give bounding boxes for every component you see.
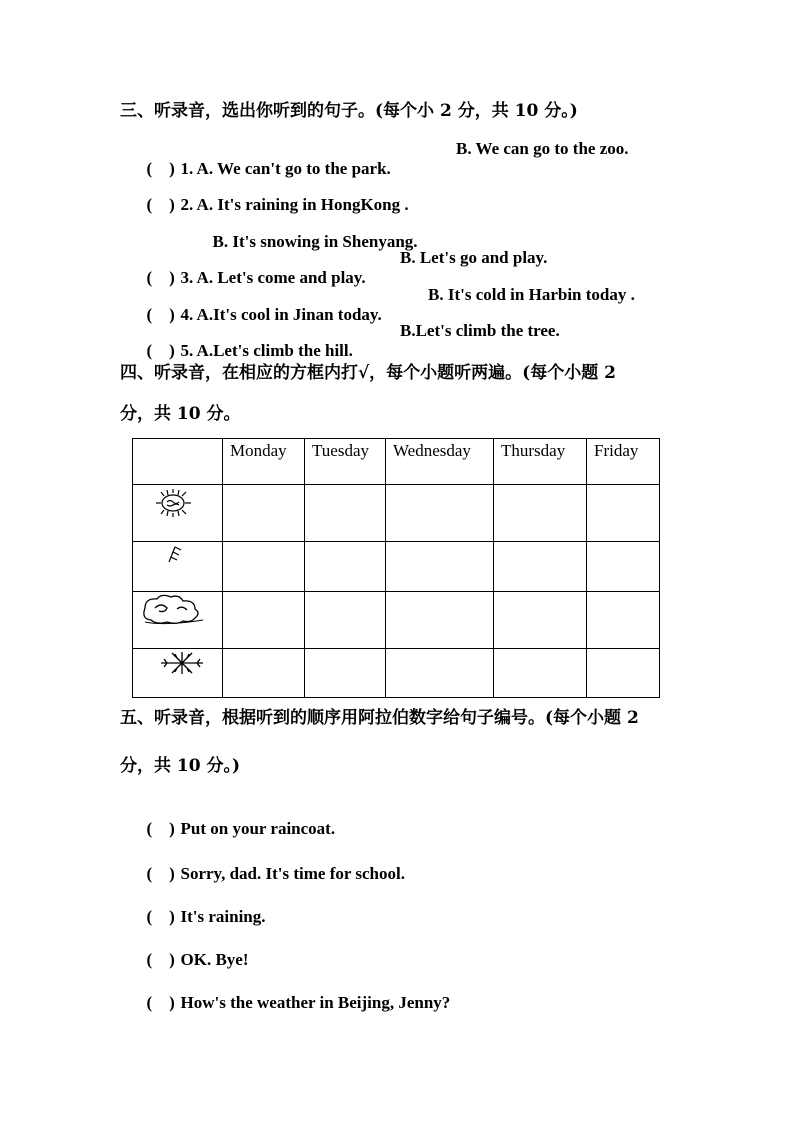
answer-cell[interactable]: [494, 542, 587, 592]
option-a: 5. A.Let's climb the hill.: [180, 341, 353, 360]
sentence: Put on your raincoat.: [180, 819, 336, 838]
cloudy-icon: [133, 592, 223, 649]
answer-cell[interactable]: [223, 592, 305, 649]
list-item: [138, 930, 249, 970]
answer-cell[interactable]: [305, 649, 386, 698]
answer-cell[interactable]: [587, 592, 660, 649]
column-header: Thursday: [494, 439, 587, 485]
answer-cell[interactable]: [494, 649, 587, 698]
column-header: Tuesday: [305, 439, 386, 485]
answer-cell[interactable]: [305, 542, 386, 592]
answer-cell[interactable]: [494, 592, 587, 649]
answer-blank[interactable]: ( ): [146, 819, 175, 838]
column-header: Wednesday: [386, 439, 494, 485]
answer-cell[interactable]: [223, 649, 305, 698]
section4-heading-line2: 分，共 10 分。: [120, 404, 241, 424]
question-2-option-b: [204, 212, 418, 252]
list-item: [138, 844, 405, 884]
list-item: [138, 887, 266, 927]
table-header-row: [133, 439, 660, 485]
table-row: [133, 485, 660, 542]
weather-table: [132, 438, 660, 698]
table-row: [133, 542, 660, 592]
section3-heading: 三、听录音，选出你听到的句子。(每个小 2 分，共 10 分。): [120, 101, 578, 121]
answer-cell[interactable]: [386, 542, 494, 592]
answer-blank[interactable]: ( ): [146, 305, 175, 324]
answer-cell[interactable]: [386, 592, 494, 649]
option-a: 4. A.It's cool in Jinan today.: [180, 305, 382, 324]
question-2: [138, 175, 409, 215]
option-b: B. We can go to the zoo.: [456, 139, 629, 158]
option-b: B. It's snowing in Shenyang.: [212, 232, 418, 251]
answer-cell[interactable]: [494, 485, 587, 542]
column-header: Monday: [223, 439, 305, 485]
answer-blank[interactable]: ( ): [146, 864, 175, 883]
answer-blank[interactable]: ( ): [146, 993, 175, 1012]
answer-cell[interactable]: [587, 542, 660, 592]
table-row: [133, 649, 660, 698]
section4-heading-line1: 四、听录音，在相应的方框内打√，每个小题听两遍。(每个小题 2: [120, 363, 616, 383]
sentence: OK. Bye!: [180, 950, 249, 969]
option-b: B. It's cold in Harbin today .: [428, 285, 635, 304]
answer-cell[interactable]: [305, 592, 386, 649]
sentence: Sorry, dad. It's time for school.: [180, 864, 405, 883]
answer-cell[interactable]: [386, 485, 494, 542]
answer-cell[interactable]: [305, 485, 386, 542]
corner-cell: [133, 439, 223, 485]
answer-blank[interactable]: ( ): [146, 195, 175, 214]
list-item: [138, 799, 335, 839]
answer-blank[interactable]: ( ): [146, 268, 175, 287]
column-header: Friday: [587, 439, 660, 485]
option-a: 2. A. It's raining in HongKong .: [180, 195, 409, 214]
answer-blank[interactable]: ( ): [146, 159, 175, 178]
option-a: 1. A. We can't go to the park.: [180, 159, 391, 178]
section5-heading-line2: 分，共 10 分。): [120, 756, 241, 776]
answer-cell[interactable]: [587, 649, 660, 698]
windy-icon: [133, 542, 223, 592]
option-a: 3. A. Let's come and play.: [180, 268, 366, 287]
answer-blank[interactable]: ( ): [146, 341, 175, 360]
sunny-icon: [133, 485, 223, 542]
table-row: [133, 592, 660, 649]
option-b: B.Let's climb the tree.: [400, 321, 560, 340]
sentence: How's the weather in Beijing, Jenny?: [180, 993, 451, 1012]
answer-blank[interactable]: ( ): [146, 907, 175, 926]
answer-cell[interactable]: [386, 649, 494, 698]
answer-cell[interactable]: [223, 542, 305, 592]
snowy-icon: [133, 649, 223, 698]
sentence: It's raining.: [180, 907, 266, 926]
answer-cell[interactable]: [223, 485, 305, 542]
list-item: [138, 973, 450, 1013]
answer-cell[interactable]: [587, 485, 660, 542]
answer-blank[interactable]: ( ): [146, 950, 175, 969]
option-b: B. Let's go and play.: [400, 248, 548, 267]
section5-heading-line1: 五、听录音，根据听到的顺序用阿拉伯数字给句子编号。(每个小题 2: [120, 708, 639, 728]
